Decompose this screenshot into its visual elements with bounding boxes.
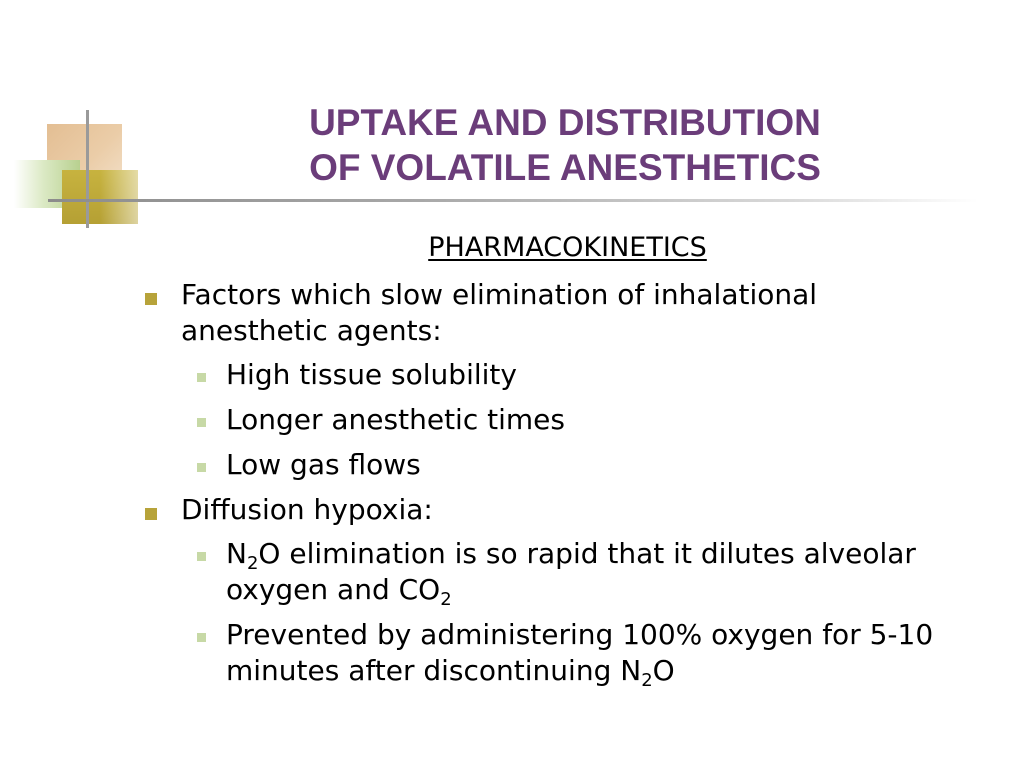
sub-bullet-text-line: [226, 653, 1024, 689]
sub-bullet-tissue-solubility: [226, 357, 1024, 393]
subscript: 2: [440, 589, 452, 610]
sub-bullet-n2o-elimination: [226, 536, 1024, 608]
square-bullet-icon: [145, 293, 157, 305]
sub-bullet-gas-flows: [226, 447, 1024, 483]
square-bullet-icon: [197, 463, 206, 472]
square-bullet-icon: [197, 552, 206, 561]
sub-bullet-text-line: [226, 536, 1024, 572]
text-fragment: minutes after discontinuing N: [226, 654, 642, 687]
sub-bullet-text: High tissue solubility: [226, 358, 517, 391]
bullet-text-line: Diffusion hypoxia:: [181, 493, 433, 526]
title-underline-rule: [48, 199, 978, 202]
bullet-text-line: Factors which slow elimination of inhalational: [181, 278, 818, 311]
olive-fade-decoration: [100, 170, 160, 224]
sub-bullet-text-line: [226, 572, 1024, 608]
sub-bullet-text: Low gas flows: [226, 448, 421, 481]
title-line-1: UPTAKE AND DISTRIBUTION: [309, 102, 821, 143]
square-bullet-icon: [145, 508, 157, 520]
text-fragment: oxygen and CO: [226, 573, 441, 606]
bullet-list: [0, 277, 1024, 698]
square-bullet-icon: [197, 633, 206, 642]
sub-bullet-text-line: Prevented by administering 100% oxygen for 5-10: [226, 618, 934, 651]
bullet-diffusion-hypoxia: [181, 492, 1024, 528]
text-fragment: O elimination is so rapid that it dilutes alveolar: [258, 537, 916, 570]
text-fragment: N: [226, 537, 247, 570]
square-bullet-icon: [197, 373, 206, 382]
slide-title: [200, 100, 930, 190]
bullet-factors: [181, 277, 1024, 349]
title-line-2: OF VOLATILE ANESTHETICS: [309, 147, 821, 188]
section-subheading: PHARMACOKINETICS: [428, 232, 707, 263]
subscript: 2: [246, 553, 259, 574]
sub-bullet-anesthetic-times: [226, 402, 1024, 438]
square-bullet-icon: [197, 418, 206, 427]
sub-bullet-prevention: [226, 617, 1024, 689]
vertical-rule: [86, 110, 89, 228]
text-fragment: O: [652, 654, 675, 687]
subscript: 2: [641, 670, 653, 691]
sub-bullet-text: Longer anesthetic times: [226, 403, 565, 436]
bullet-text-line: anesthetic agents:: [181, 314, 442, 347]
